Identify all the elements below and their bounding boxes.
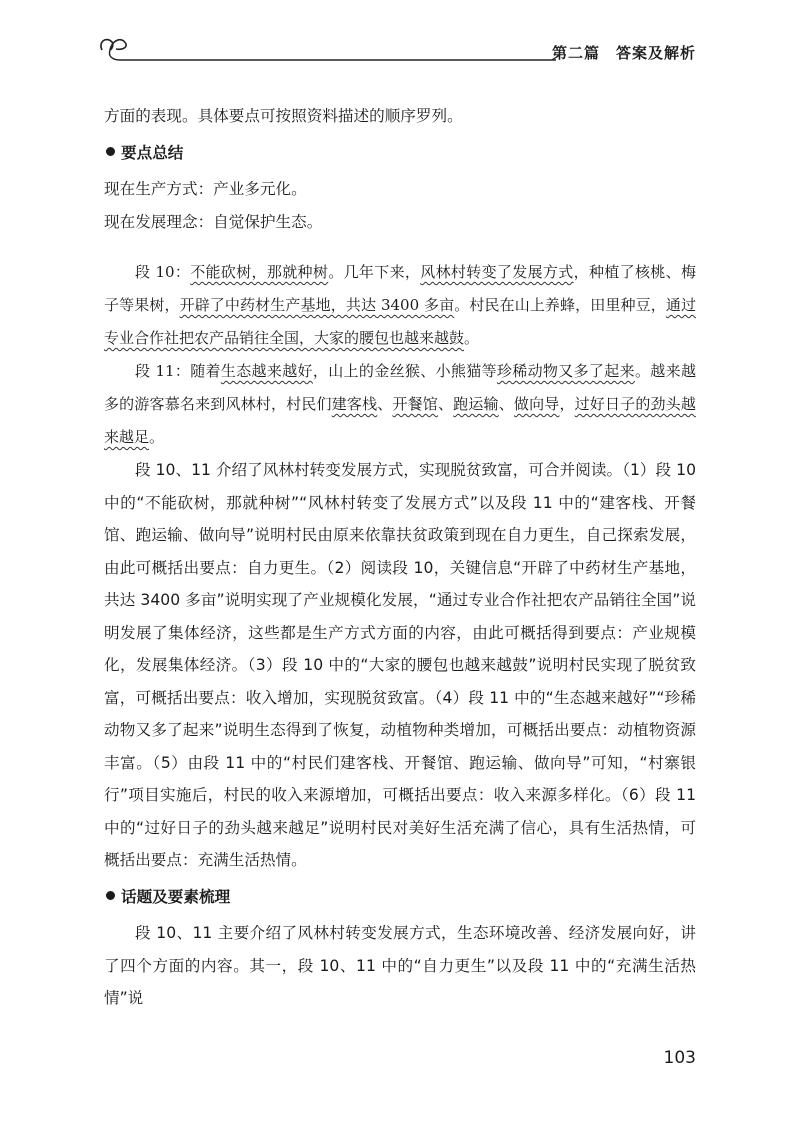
bullet-dot-icon — [106, 147, 115, 156]
bullet-dot-icon — [106, 891, 115, 900]
intro-paragraph: 方面的表现。具体要点可按照资料描述的顺序罗列。 — [104, 107, 463, 125]
summary-line: 现在生产方式：产业多元化。 — [104, 180, 307, 198]
analysis-paragraph: 段 10、11 介绍了风林村转变发展方式，实现脱贫致富，可合并阅读。（1）段 10 中的“不能砍树，那就种树”“风林村转变了发展方式”以及段 11 中的“建客栈、开餐馆、跑运输、做向导”说明村民由原来依靠扶贫政策到现在自力更生，自己探索发展，由此可概括出要点：自力更生。（2）阅读段 10，关键信息“开辟了中药材生产基地，共达 3400 多亩”说明实现了产业规模化发展，“通过专业合作社把农产品销往全国”说明发展了集体经济，这些都是生产方式方面的内容，由此可概括得到要点：产业规模化，发展集体经济。（3）段 10 中的“大家的腰包也越来越鼓”说明村民实现了脱贫致富，可概括出要点：收入增加，实现脱贫致富。（4）段 11 中的“生态越来越好”“珍稀动物又多了起来”说明生态得到了恢复，动植物种类增加，可概括出要点：动植物资源丰富。（5）由段 11 中的“村民们建客栈、开餐馆、跑运输、做向导”可知，“村寨银行”项目实施后，村民的收入来源增加，可概括出要点：收入来源多样化。（6）段 11 中的“过好日子的劲头越来越足”说明村民对美好生活充满了信心，具有生活热情，可概括出要点：充满生活热情。 — [104, 461, 696, 869]
source-paragraph-10: 段 10：不能砍树，那就种树。几年下来，风林村转变了发展方式，种植了核桃、梅子等果树，开辟了中药材生产基地，共达 3400 多亩。村民在山上养蜂，田里种豆，通过专业合作社把农产品销往全国，大家的腰包也越来越鼓。 — [104, 263, 696, 347]
chapter-title: 第二篇 答案及解析 — [551, 44, 696, 62]
source-paragraph-11: 段 11：随着生态越来越好，山上的金丝猴、小熊猫等珍稀动物又多了起来。越来越多的游客慕名来到风林村，村民们建客栈、开餐馆、跑运输、做向导，过好日子的劲头越来越足。 — [104, 362, 696, 446]
summary-line: 现在发展理念：自觉保护生态。 — [104, 212, 323, 231]
page-number: 103 — [663, 1048, 696, 1068]
bullet-heading-topics: 话题及要素梳理 — [106, 881, 696, 914]
bullet-heading-summary: 要点总结 — [106, 137, 696, 170]
page-header — [96, 30, 696, 66]
page-content — [104, 100, 696, 1015]
topic-paragraph: 段 10、11 主要介绍了风林村转变发展方式，生态环境改善、经济发展向好，讲了四个方面的内容。其一，段 10、11 中的“自力更生”以及段 11 中的“充满生活热情”说 — [104, 924, 696, 1007]
